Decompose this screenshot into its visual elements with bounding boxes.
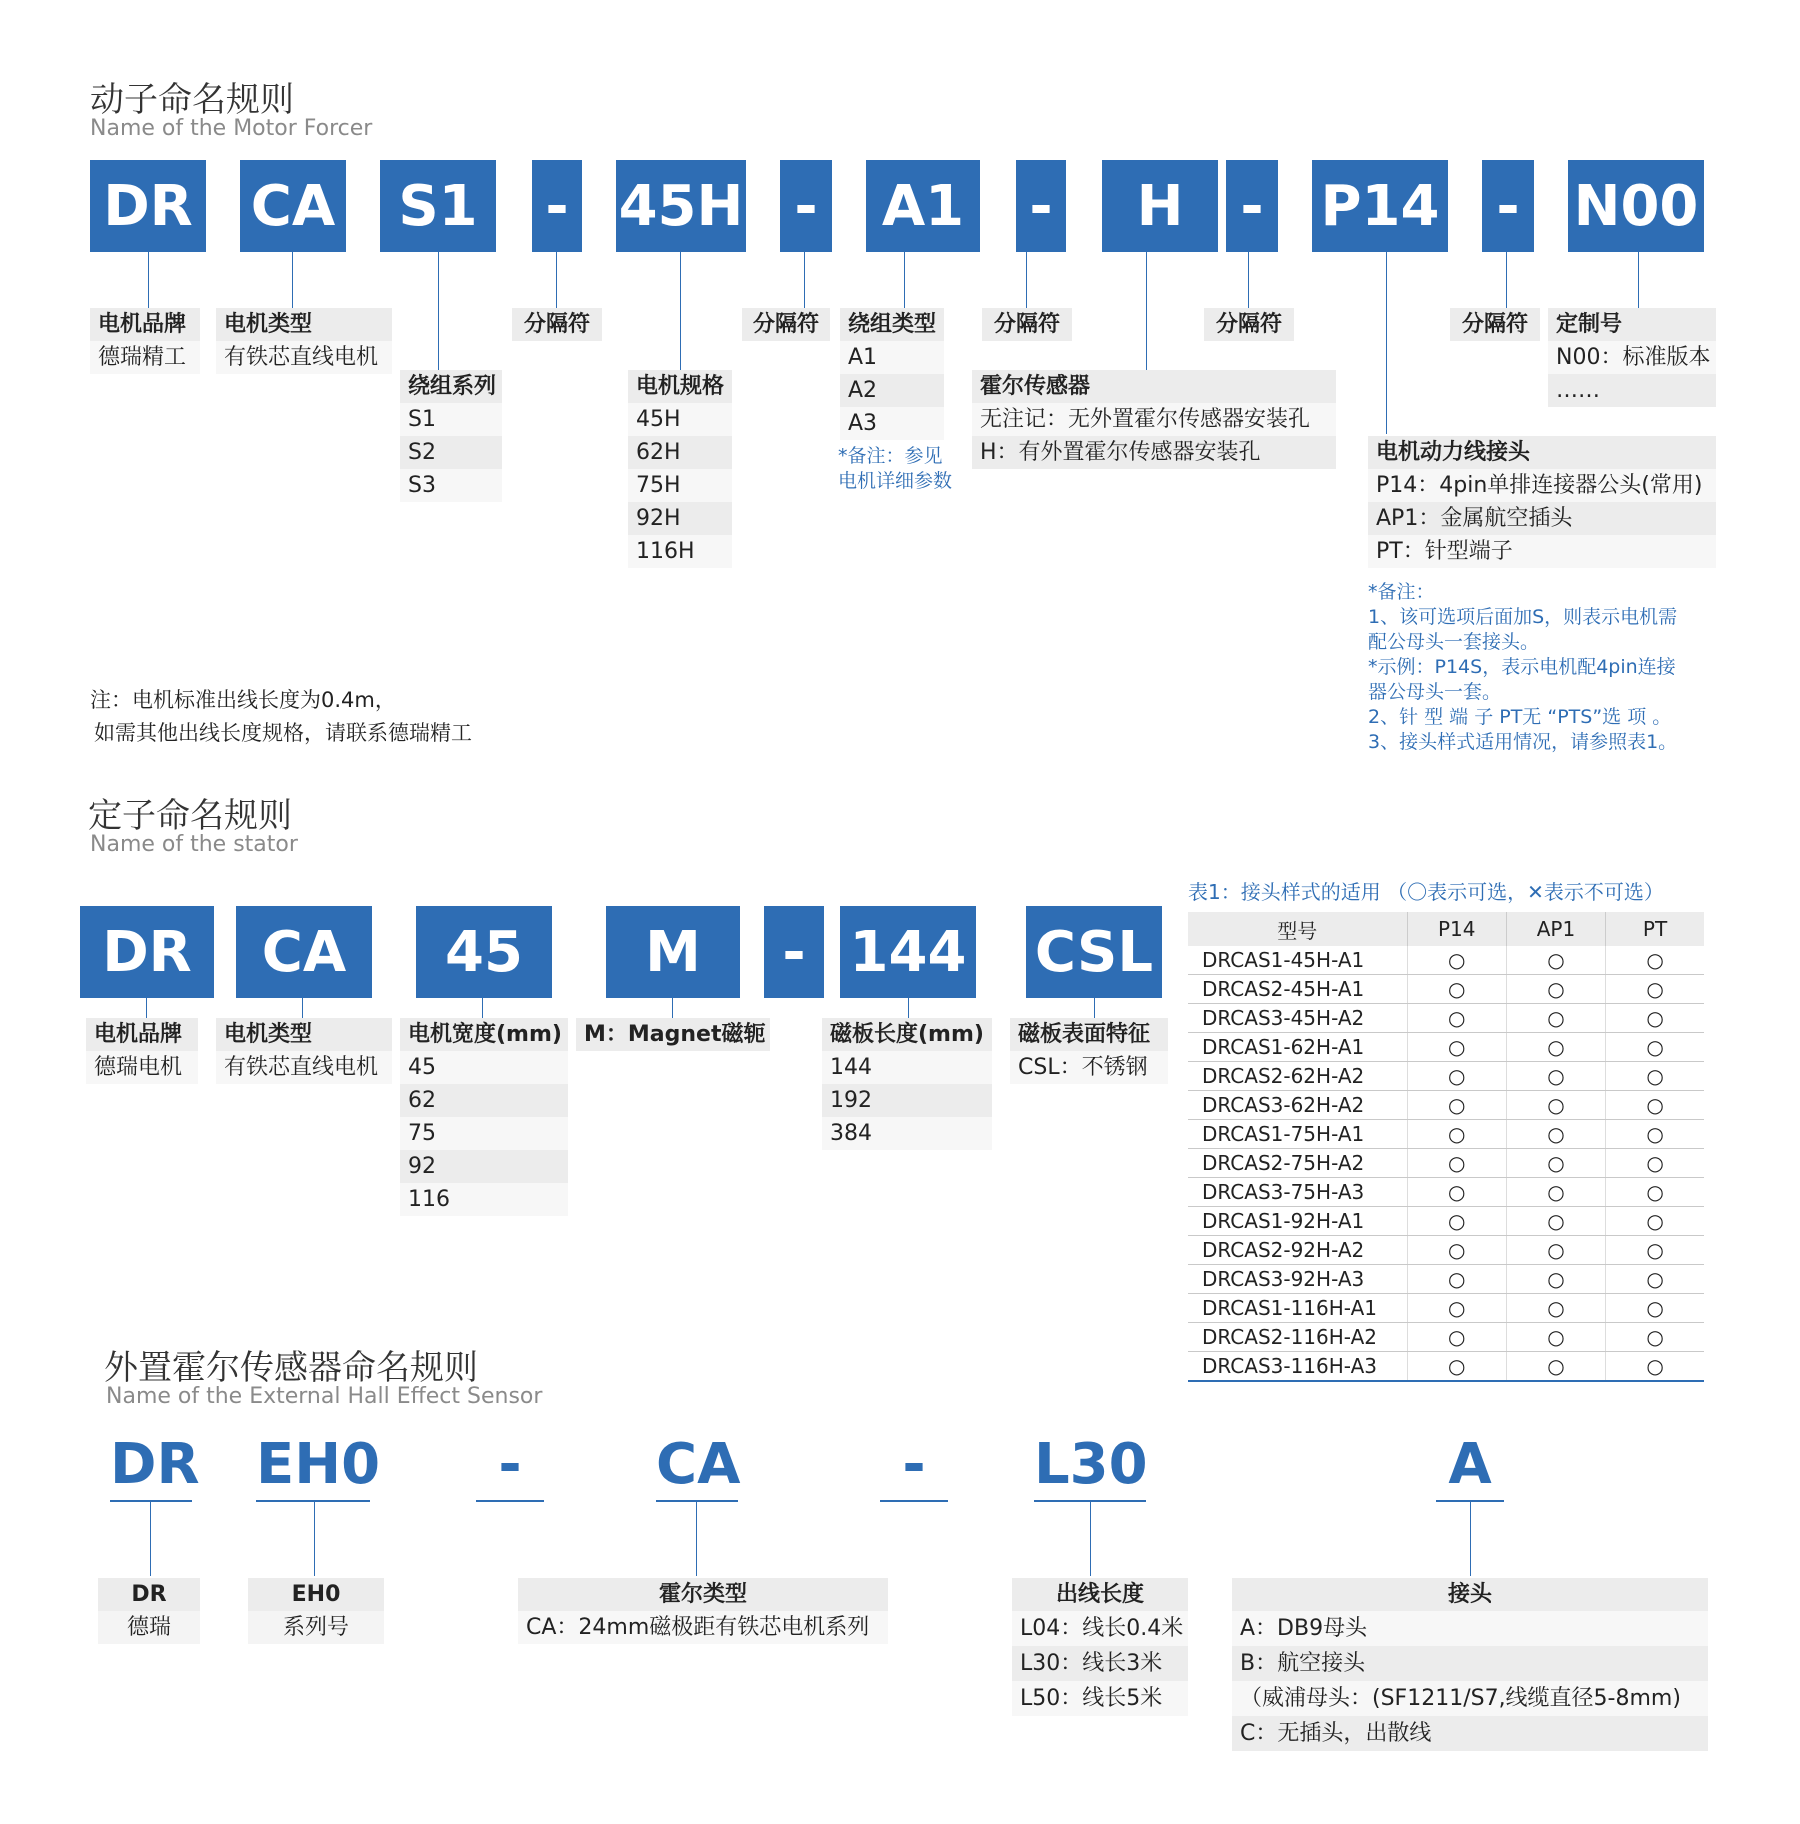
winding-type-row: A2 (840, 374, 944, 407)
mover-winding-type-box (840, 308, 944, 440)
spec-row: 75H (628, 469, 732, 502)
availability-cell: ○ (1506, 1352, 1605, 1382)
table-header: PT (1606, 912, 1704, 946)
availability-cell: ○ (1407, 1178, 1506, 1207)
table-row (1188, 1294, 1704, 1323)
underline (880, 1500, 948, 1502)
mover-code-sep2: - (780, 160, 832, 252)
table-row (1188, 1323, 1704, 1352)
connector-row: AP1：金属航空插头 (1368, 502, 1716, 535)
winding-note: *备注：参见 电机详细参数 (838, 445, 953, 492)
hall-code-sep1: - (498, 1432, 522, 1497)
stator-code-sep: - (764, 906, 824, 998)
availability-cell: ○ (1606, 1120, 1704, 1149)
availability-cell: ○ (1606, 1207, 1704, 1236)
width-header: 电机宽度(mm) (400, 1018, 568, 1051)
connector-line (1638, 252, 1639, 308)
table-row (1188, 1091, 1704, 1120)
winding-series-header: 绕组系列 (400, 370, 502, 403)
mover-winding-series-box (400, 370, 502, 502)
mover-code-s1: S1 (380, 160, 496, 252)
availability-cell: ○ (1506, 1033, 1605, 1062)
availability-cell: ○ (1407, 1352, 1506, 1382)
spec-row: 116H (628, 535, 732, 568)
table-header: P14 (1407, 912, 1506, 946)
connector-line (908, 998, 909, 1018)
underline (256, 1500, 370, 1502)
stator-surface-box (1010, 1018, 1168, 1084)
connector-line (1094, 998, 1095, 1018)
mover-brand-header: 电机品牌 (90, 308, 200, 341)
hall-eh0-value: 系列号 (248, 1611, 384, 1644)
cable-note: 注：电机标准出线长度为0.4m， 如需其他出线长度规格，请联系德瑞精工 (90, 688, 472, 745)
availability-cell: ○ (1606, 1265, 1704, 1294)
hall-title: 外置霍尔传感器命名规则 (104, 1348, 478, 1388)
stator-type-value: 有铁芯直线电机 (216, 1051, 392, 1084)
connector-line (1470, 1502, 1471, 1576)
model-cell: DRCAS2-116H-A2 (1188, 1323, 1407, 1352)
availability-cell: ○ (1407, 1236, 1506, 1265)
connector-line (314, 1502, 315, 1576)
hall-dr-value: 德瑞 (98, 1611, 200, 1644)
stator-code-45: 45 (416, 906, 552, 998)
table-row (1188, 1265, 1704, 1294)
mover-type-value: 有铁芯直线电机 (216, 341, 392, 374)
stator-magnet-box (576, 1018, 770, 1051)
connector-line (804, 252, 805, 308)
connector-line (1146, 252, 1147, 370)
custom-row: …… (1548, 374, 1716, 407)
stator-width-box (400, 1018, 568, 1216)
stator-brand-box (86, 1018, 198, 1084)
connector-line (680, 252, 681, 370)
availability-cell: ○ (1606, 1033, 1704, 1062)
width-row: 92 (400, 1150, 568, 1183)
separator-label: 分隔符 (512, 308, 602, 341)
model-cell: DRCAS2-62H-A2 (1188, 1062, 1407, 1091)
availability-cell: ○ (1407, 1294, 1506, 1323)
availability-cell: ○ (1606, 1091, 1704, 1120)
availability-cell: ○ (1407, 1062, 1506, 1091)
availability-cell: ○ (1506, 946, 1605, 975)
model-cell: DRCAS1-75H-A1 (1188, 1120, 1407, 1149)
custom-row: N00：标准版本 (1548, 341, 1716, 374)
winding-type-row: A3 (840, 407, 944, 440)
connector-line (482, 998, 483, 1018)
model-cell: DRCAS2-45H-A1 (1188, 975, 1407, 1004)
table-row (1188, 946, 1704, 975)
width-row: 116 (400, 1183, 568, 1216)
spec-row: 45H (628, 403, 732, 436)
table-row (1188, 1120, 1704, 1149)
stator-brand-value: 德瑞电机 (86, 1051, 198, 1084)
connector-line (556, 252, 557, 308)
availability-cell: ○ (1407, 1207, 1506, 1236)
availability-cell: ○ (1506, 975, 1605, 1004)
availability-cell: ○ (1606, 1236, 1704, 1265)
connector-line (1506, 252, 1507, 308)
mover-code-dr: DR (90, 160, 206, 252)
availability-cell: ○ (1407, 1265, 1506, 1294)
model-cell: DRCAS3-62H-A2 (1188, 1091, 1407, 1120)
availability-cell: ○ (1407, 1091, 1506, 1120)
availability-cell: ○ (1606, 1149, 1704, 1178)
winding-type-row: A1 (840, 341, 944, 374)
magnet-header: M：Magnet磁轭 (576, 1018, 770, 1051)
connector-line (1248, 252, 1249, 308)
availability-cell: ○ (1606, 946, 1704, 975)
availability-cell: ○ (1506, 1178, 1605, 1207)
mover-code-ca: CA (240, 160, 346, 252)
availability-cell: ○ (1506, 1207, 1605, 1236)
availability-cell: ○ (1506, 1149, 1605, 1178)
model-cell: DRCAS1-116H-A1 (1188, 1294, 1407, 1323)
mover-type-header: 电机类型 (216, 308, 392, 341)
availability-cell: ○ (1506, 1120, 1605, 1149)
connector-line (302, 998, 303, 1018)
availability-cell: ○ (1606, 1323, 1704, 1352)
model-cell: DRCAS3-92H-A3 (1188, 1265, 1407, 1294)
model-cell: DRCAS3-45H-A2 (1188, 1004, 1407, 1033)
hall-connector-header: 接头 (1232, 1578, 1708, 1611)
connector-line (1026, 252, 1027, 308)
connector-row: PT：针型端子 (1368, 535, 1716, 568)
width-row: 75 (400, 1117, 568, 1150)
mover-type-box (216, 308, 392, 374)
availability-cell: ○ (1606, 1352, 1704, 1382)
underline (476, 1500, 544, 1502)
mover-hall-box (972, 370, 1336, 469)
length-row: 144 (822, 1051, 992, 1084)
connector-line (696, 1502, 697, 1576)
separator-label: 分隔符 (742, 308, 830, 341)
hall-connector-row: C：无插头，出散线 (1232, 1716, 1708, 1751)
hall-connector-row: （威浦母头：(SF1211/S7,线缆直径5-8mm) (1232, 1681, 1708, 1716)
table-row (1188, 1352, 1704, 1382)
connector-line (150, 1502, 151, 1576)
mover-brand-value: 德瑞精工 (90, 341, 200, 374)
model-cell: DRCAS1-92H-A1 (1188, 1207, 1407, 1236)
stator-code-144: 144 (840, 906, 976, 998)
cable-row: L04：线长0.4米 (1012, 1611, 1188, 1646)
model-cell: DRCAS1-45H-A1 (1188, 946, 1407, 975)
table-row (1188, 1062, 1704, 1091)
surface-row: CSL：不锈钢 (1010, 1051, 1168, 1084)
cable-row: L50：线长5米 (1012, 1681, 1188, 1716)
table1-caption: 表1：接头样式的适用 （〇表示可选，✕表示不可选） (1188, 880, 1664, 904)
availability-cell: ○ (1506, 1004, 1605, 1033)
connector-line (672, 998, 673, 1018)
mover-subtitle: Name of the Motor Forcer (90, 116, 373, 141)
mover-code-a1: A1 (866, 160, 980, 252)
stator-subtitle: Name of the stator (90, 832, 298, 857)
table-row (1188, 975, 1704, 1004)
mover-code-n00: N00 (1568, 160, 1704, 252)
hall-code-ca: CA (656, 1432, 741, 1497)
connector-line (1386, 252, 1387, 434)
hall-cable-box (1012, 1578, 1188, 1716)
hall-connector-row: A：DB9母头 (1232, 1611, 1708, 1646)
length-row: 384 (822, 1117, 992, 1150)
availability-cell: ○ (1606, 1294, 1704, 1323)
stator-brand-header: 电机品牌 (86, 1018, 198, 1051)
mover-code-p14: P14 (1312, 160, 1448, 252)
spec-row: 62H (628, 436, 732, 469)
table-header-row (1188, 912, 1704, 946)
length-header: 磁板长度(mm) (822, 1018, 992, 1051)
mover-code-h: H (1102, 160, 1218, 252)
cable-row: L30：线长3米 (1012, 1646, 1188, 1681)
availability-cell: ○ (1506, 1062, 1605, 1091)
table-row (1188, 1236, 1704, 1265)
connector-line (148, 252, 149, 308)
availability-cell: ○ (1606, 1004, 1704, 1033)
underline (110, 1500, 192, 1502)
hall-eh0-box (248, 1578, 384, 1644)
hall-code-eh0: EH0 (256, 1432, 381, 1497)
mover-custom-box (1548, 308, 1716, 407)
stator-type-box (216, 1018, 392, 1084)
spec-header: 电机规格 (628, 370, 732, 403)
hall-dr-header: DR (98, 1578, 200, 1611)
connector-line (1090, 1502, 1091, 1576)
spec-row: 92H (628, 502, 732, 535)
separator-label: 分隔符 (1450, 308, 1540, 341)
table-row (1188, 1004, 1704, 1033)
width-row: 45 (400, 1051, 568, 1084)
hall-connector-row: B：航空接头 (1232, 1646, 1708, 1681)
hall-cable-header: 出线长度 (1012, 1578, 1188, 1611)
model-cell: DRCAS2-75H-A2 (1188, 1149, 1407, 1178)
mover-code-sep1: - (532, 160, 582, 252)
stator-code-csl: CSL (1026, 906, 1162, 998)
hall-dr-box (98, 1578, 200, 1644)
mover-connector-box (1368, 436, 1716, 568)
hall-connector-box (1232, 1578, 1708, 1751)
availability-cell: ○ (1606, 1062, 1704, 1091)
availability-cell: ○ (1606, 1178, 1704, 1207)
availability-cell: ○ (1606, 975, 1704, 1004)
model-cell: DRCAS3-116H-A3 (1188, 1352, 1407, 1382)
availability-cell: ○ (1407, 1149, 1506, 1178)
connector-line (146, 998, 147, 1018)
connector-header: 电机动力线接头 (1368, 436, 1716, 469)
hall-row: H：有外置霍尔传感器安装孔 (972, 436, 1336, 469)
hall-code-a: A (1448, 1432, 1492, 1497)
winding-series-row: S3 (400, 469, 502, 502)
hall-code-dr: DR (110, 1432, 200, 1497)
winding-series-row: S2 (400, 436, 502, 469)
mover-code-sep4: - (1226, 160, 1278, 252)
stator-code-dr: DR (80, 906, 214, 998)
availability-cell: ○ (1407, 1004, 1506, 1033)
stator-type-header: 电机类型 (216, 1018, 392, 1051)
mover-spec-box (628, 370, 732, 568)
stator-code-m: M (606, 906, 740, 998)
stator-title: 定子命名规则 (88, 796, 292, 836)
availability-cell: ○ (1407, 1033, 1506, 1062)
surface-header: 磁板表面特征 (1010, 1018, 1168, 1051)
stator-length-box (822, 1018, 992, 1150)
availability-cell: ○ (1407, 1120, 1506, 1149)
availability-cell: ○ (1407, 975, 1506, 1004)
connector-row: P14：4pin单排连接器公头(常用) (1368, 469, 1716, 502)
mover-brand-box (90, 308, 200, 374)
mover-title: 动子命名规则 (90, 80, 294, 120)
model-cell: DRCAS1-62H-A1 (1188, 1033, 1407, 1062)
hall-row: 无注记：无外置霍尔传感器安装孔 (972, 403, 1336, 436)
hall-eh0-header: EH0 (248, 1578, 384, 1611)
custom-header: 定制号 (1548, 308, 1716, 341)
availability-cell: ○ (1506, 1294, 1605, 1323)
mover-code-sep3: - (1016, 160, 1066, 252)
connector-table (1188, 912, 1704, 1382)
hall-type-header: 霍尔类型 (518, 1578, 888, 1611)
table-row (1188, 1033, 1704, 1062)
model-cell: DRCAS2-92H-A2 (1188, 1236, 1407, 1265)
availability-cell: ○ (1506, 1323, 1605, 1352)
mover-code-sep5: - (1482, 160, 1534, 252)
hall-type-value: CA：24mm磁极距有铁芯电机系列 (518, 1611, 888, 1644)
table-row (1188, 1207, 1704, 1236)
winding-series-row: S1 (400, 403, 502, 436)
mover-code-45h: 45H (616, 160, 746, 252)
separator-label: 分隔符 (982, 308, 1072, 341)
hall-code-l30: L30 (1034, 1432, 1148, 1497)
availability-cell: ○ (1506, 1236, 1605, 1265)
hall-subtitle: Name of the External Hall Effect Sensor (106, 1384, 543, 1409)
table-header: 型号 (1188, 912, 1407, 946)
connector-line (292, 252, 293, 308)
availability-cell: ○ (1407, 1323, 1506, 1352)
model-cell: DRCAS3-75H-A3 (1188, 1178, 1407, 1207)
width-row: 62 (400, 1084, 568, 1117)
table-header: AP1 (1506, 912, 1605, 946)
hall-type-box (518, 1578, 888, 1644)
hall-code-sep2: - (902, 1432, 926, 1497)
availability-cell: ○ (1506, 1091, 1605, 1120)
hall-header: 霍尔传感器 (972, 370, 1336, 403)
connector-line (438, 252, 439, 370)
availability-cell: ○ (1506, 1265, 1605, 1294)
connector-line (904, 252, 905, 308)
table-row (1188, 1178, 1704, 1207)
winding-type-header: 绕组类型 (840, 308, 944, 341)
availability-cell: ○ (1407, 946, 1506, 975)
connector-notes: *备注： 1、该可选项后面加S，则表示电机需 配公母头一套接头。 *示例：P14S，表示电机配4pin连接 器公母头一套。 2、针 型 端 子 PT无 “PTS”选 项 。 3、接头样式适用情况，请参照表1。 (1368, 581, 1678, 753)
stator-code-ca: CA (236, 906, 372, 998)
separator-label: 分隔符 (1204, 308, 1294, 341)
underline (656, 1500, 738, 1502)
length-row: 192 (822, 1084, 992, 1117)
table-row (1188, 1149, 1704, 1178)
